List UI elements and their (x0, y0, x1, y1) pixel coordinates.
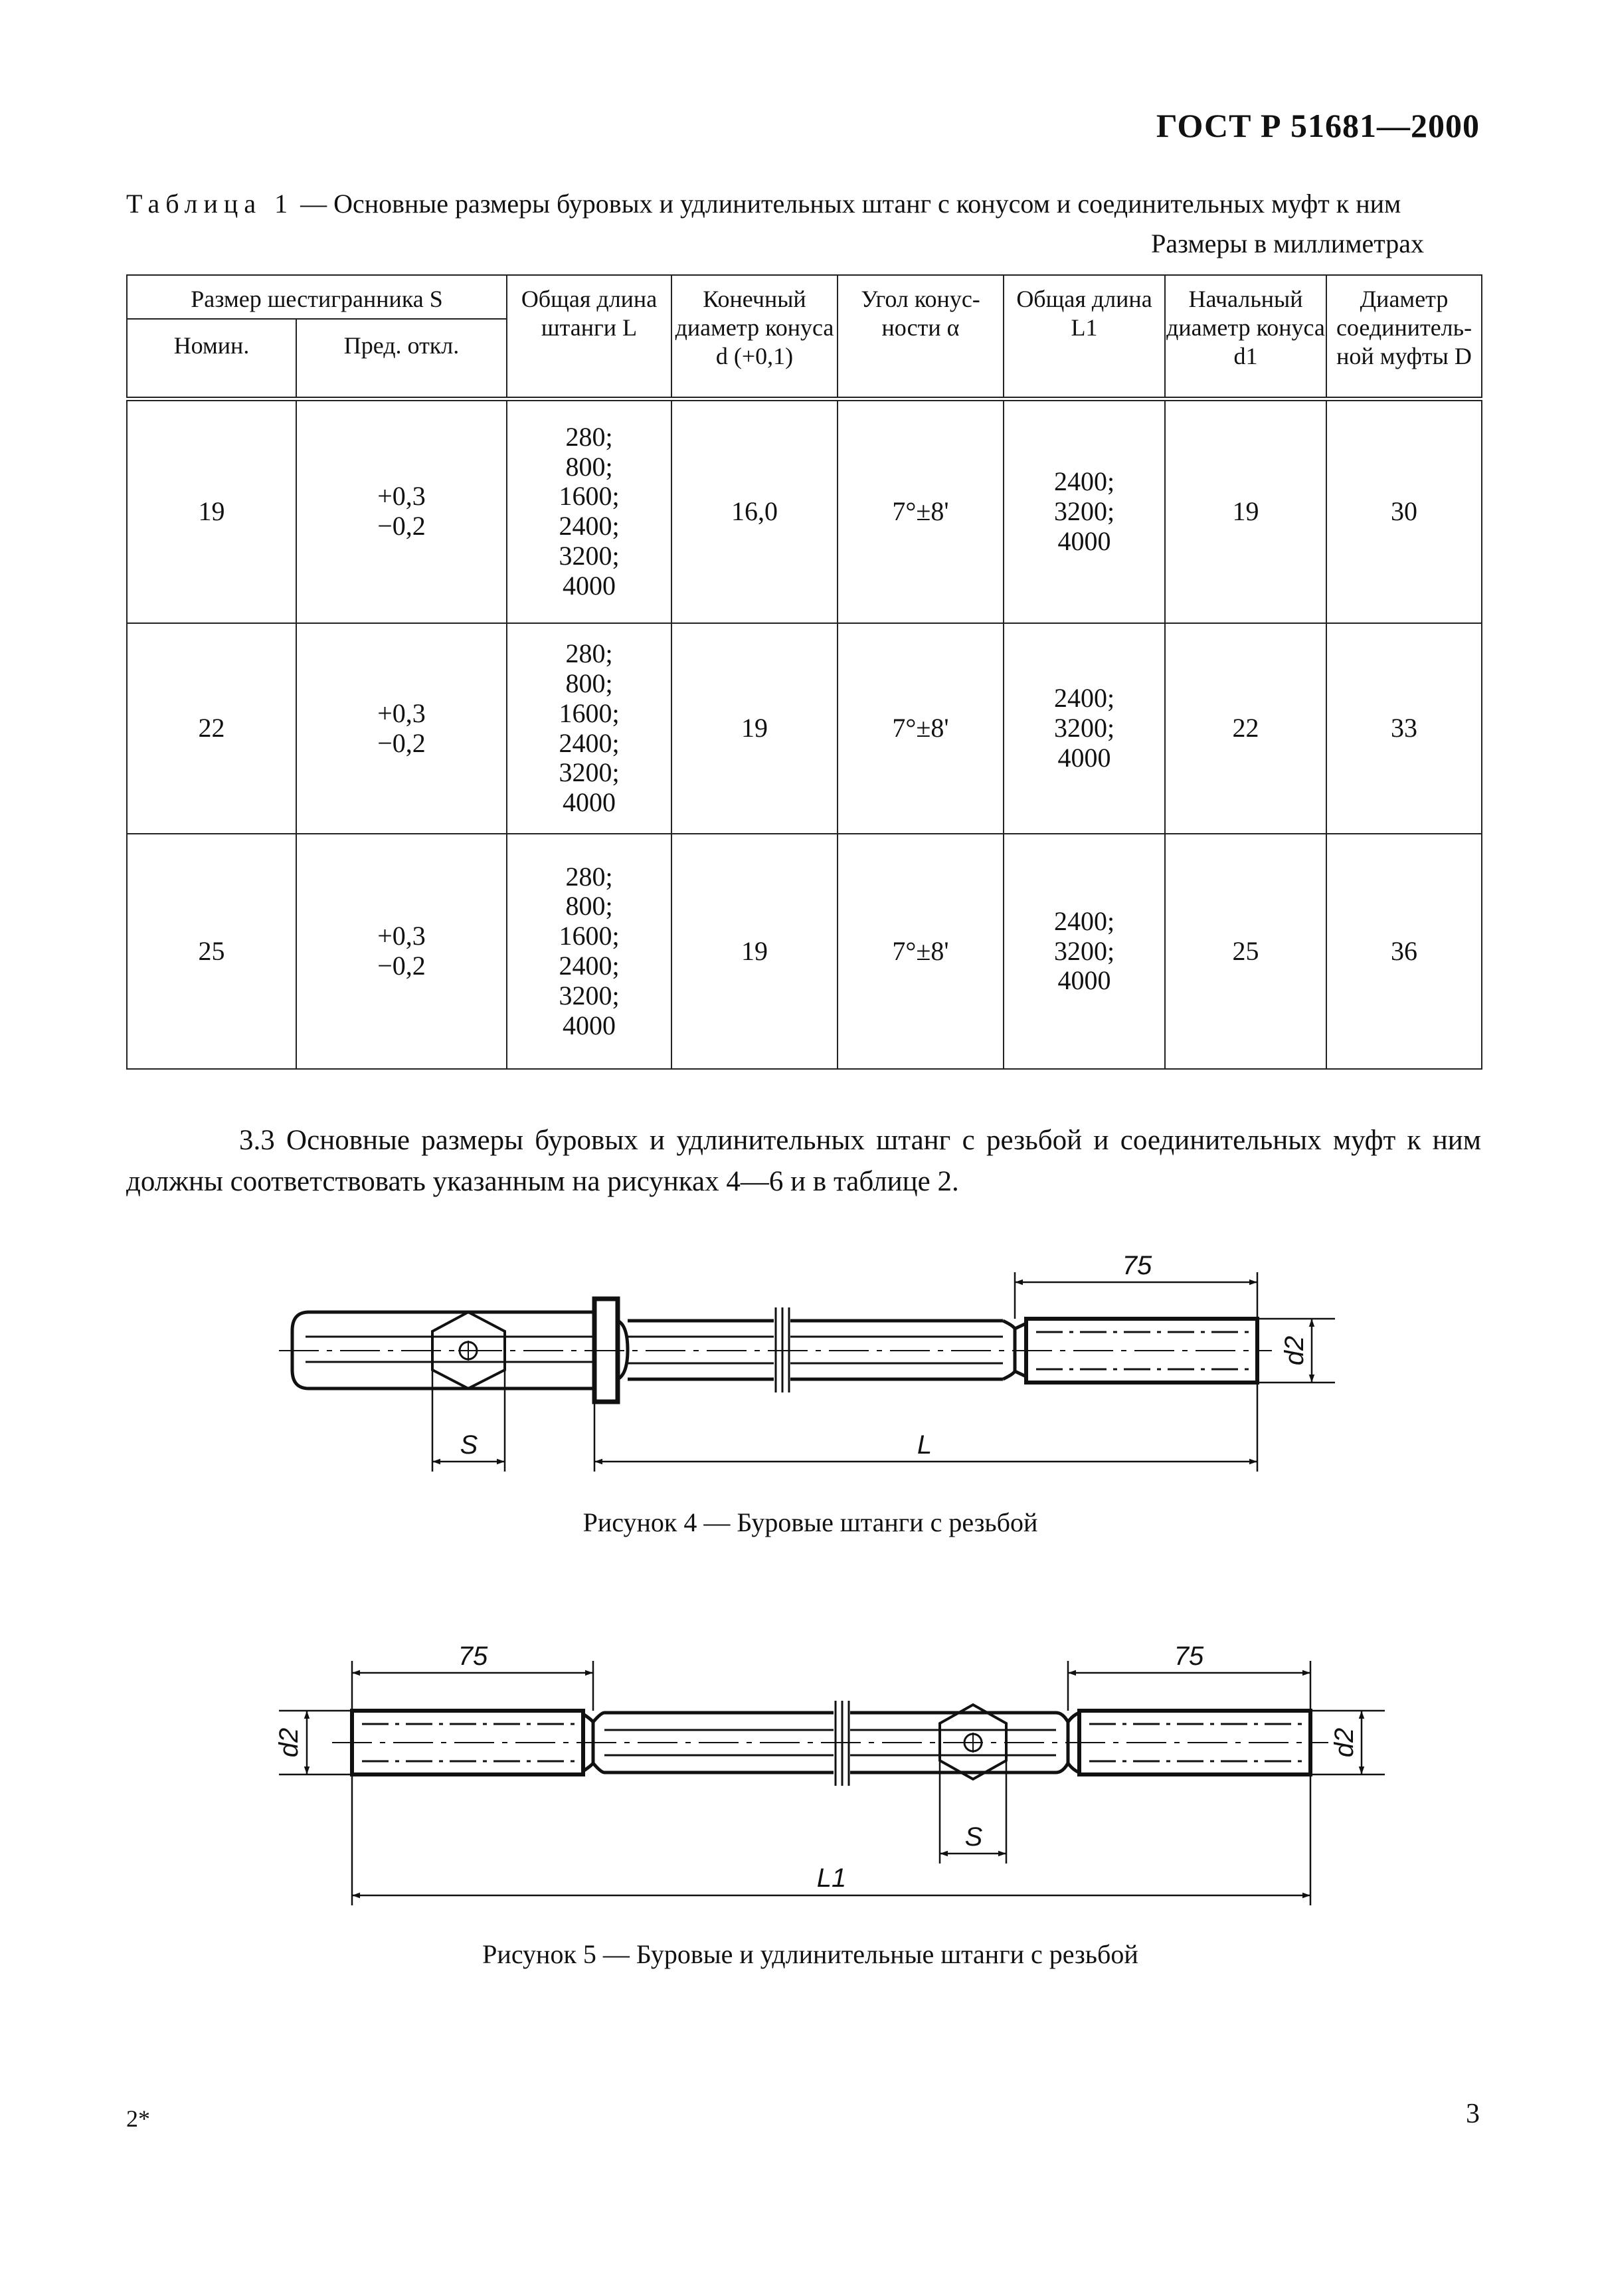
cell-end-diameter: 19 (671, 623, 838, 834)
cell-start-diameter: 22 (1165, 623, 1326, 834)
figure-4-drawing (0, 1222, 1598, 1488)
sheet-mark: 2* (126, 2105, 150, 2132)
fig5-dim-l1: L1 (816, 1864, 847, 1893)
cell-angle: 7°±8' (838, 834, 1004, 1069)
figure-4-caption: Рисунок 4 — Буровые штанги с резьбой (582, 1507, 1038, 1537)
fig5-dim-thread-left: 75 (458, 1642, 488, 1671)
header-nominal: Номин. (127, 319, 296, 399)
cell-start-diameter: 19 (1165, 399, 1326, 623)
cell-l1: 2400; 3200; 4000 (1004, 399, 1165, 623)
header-start-diameter: Начальный диаметр конуса d1 (1165, 275, 1326, 399)
header-total-length: Общая длина штанги L (507, 275, 671, 399)
table-row (127, 834, 1482, 1069)
cell-coupling-diameter: 36 (1326, 834, 1482, 1069)
cell-end-diameter: 19 (671, 834, 838, 1069)
fig5-dim-thread-right: 75 (1174, 1642, 1204, 1671)
table-row (127, 623, 1482, 834)
cell-start-diameter: 25 (1165, 834, 1326, 1069)
cell-lengths: 280; 800; 1600; 2400; 3200; 4000 (507, 834, 671, 1069)
table-row (127, 399, 1482, 623)
header-tolerance: Пред. откл. (296, 319, 507, 399)
table-caption-text: — Основные размеры буровых и удлинительных штанг с конусом и соединительных муфт к ним (294, 189, 1401, 219)
cell-lengths: 280; 800; 1600; 2400; 3200; 4000 (507, 623, 671, 834)
cell-angle: 7°±8' (838, 399, 1004, 623)
cell-nominal: 22 (127, 623, 296, 834)
table-caption (126, 188, 1401, 219)
fig4-dim-l: L (917, 1430, 932, 1460)
table-caption-label: Таблица 1 (126, 189, 294, 219)
cell-angle: 7°±8' (838, 623, 1004, 834)
cell-l1: 2400; 3200; 4000 (1004, 834, 1165, 1069)
table-units: Размеры в миллиметрах (1151, 229, 1424, 258)
cell-tolerance: +0,3 −0,2 (296, 399, 507, 623)
cell-nominal: 19 (127, 399, 296, 623)
cell-coupling-diameter: 30 (1326, 399, 1482, 623)
fig4-dim-d2: d2 (1280, 1335, 1309, 1366)
fig5-dim-d2-left: d2 (274, 1727, 304, 1758)
header-total-length-l1: Общая длина L1 (1004, 275, 1165, 399)
figure-5-drawing (0, 1621, 1598, 1920)
cell-l1: 2400; 3200; 4000 (1004, 623, 1165, 834)
page-number: 3 (1466, 2099, 1480, 2129)
cell-end-diameter: 16,0 (671, 399, 838, 623)
fig4-dim-s: S (460, 1430, 478, 1460)
standard-number: ГОСТ Р 51681—2000 (1156, 107, 1480, 144)
header-taper-angle: Угол конус-ности α (838, 275, 1004, 399)
figure-5-caption: Рисунок 5 — Буровые и удлинительные штанги с резьбой (482, 1939, 1138, 1969)
header-coupling-diameter: Диаметр соединитель-ной муфты D (1326, 275, 1482, 399)
paragraph-3-3: 3.3 Основные размеры буровых и удлинительных штанг с резьбой и соединительных муфт к ним должны соответствовать указанным на рисунках 4—6 и в таблице 2. (126, 1125, 1481, 1198)
dimensions-table (126, 274, 1482, 1070)
cell-tolerance: +0,3 −0,2 (296, 623, 507, 834)
fig4-dim-thread-length: 75 (1122, 1251, 1152, 1280)
cell-lengths: 280; 800; 1600; 2400; 3200; 4000 (507, 399, 671, 623)
header-end-diameter: Конечный диаметр конуса d (+0,1) (671, 275, 838, 399)
cell-tolerance: +0,3 −0,2 (296, 834, 507, 1069)
cell-nominal: 25 (127, 834, 296, 1069)
header-hex-size: Размер шестигранника S (127, 275, 507, 319)
cell-coupling-diameter: 33 (1326, 623, 1482, 834)
fig5-dim-d2-right: d2 (1330, 1727, 1359, 1758)
fig5-dim-s: S (964, 1822, 983, 1852)
